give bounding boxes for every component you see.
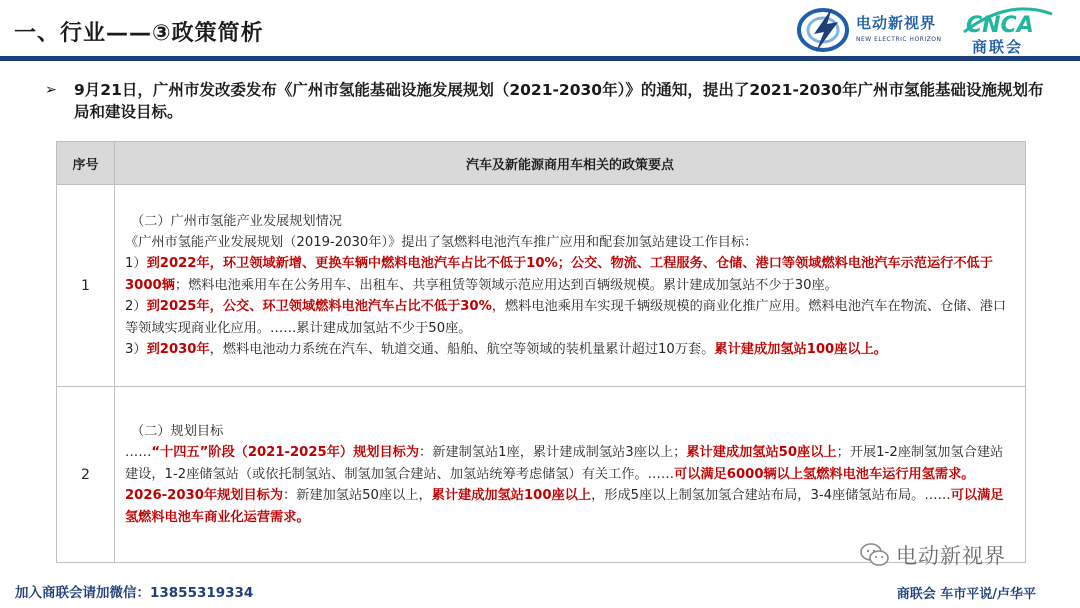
section-heading: （二）规划目标 — [131, 423, 224, 439]
brand-name-en: NEW ELECTRIC HORIZON — [856, 36, 942, 43]
electric-horizon-logo-icon — [796, 4, 854, 54]
table-row — [57, 387, 1026, 563]
header-content: 汽车及新能源商用车相关的政策要点 — [115, 142, 1026, 185]
cnca-name-cn: 商联会 — [972, 38, 1024, 56]
goal-item-3: 3）到2030年，燃料电池动力系统在汽车、轨道交通、船舶、航空等领域的装机量累计超过10万套。累计建成加氢站100座以上。 — [125, 342, 887, 358]
intro-text: 9月21日，广州市发改委发布《广州市氢能基础设施发展规划（2021-2030年）》的通知，提出了2021-2030年广州市氢能基础设施规划布局和建设目标。 — [74, 81, 1044, 121]
goal-item-1: 1）到2022年，环卫领域新增、更换车辆中燃料电池汽车占比不低于10%；公交、物流、工程服务、仓储、港口等领域燃料电池汽车示范运行不低于3000辆；燃料电池乘用车在公务用车、出租车、共享租赁等领域示范应用达到百辆级规模。累计建成加氢站不少于30座。 — [125, 256, 993, 293]
arrow-bullet-icon: ➢ — [45, 82, 57, 98]
header-num: 序号 — [57, 142, 115, 185]
row-number: 1 — [57, 185, 115, 387]
section-heading: （二）广州市氢能产业发展规划情况 — [131, 213, 342, 229]
wechat-account-name: 电动新视界 — [896, 544, 1006, 568]
page-title: 一、行业——③政策简析 — [14, 21, 264, 46]
row-number: 2 — [57, 387, 115, 563]
brand-name-cn: 电动新视界 — [856, 14, 937, 32]
plan-2026-2030: 2026-2030年规划目标为：新建加氢站50座以上，累计建成加氢站100座以上，形成5座以上制氢加氢合建站布局，3-4座储氢站布局。……可以满足氢燃料电池车商业化运营需求。 — [125, 488, 1004, 525]
logo-area — [796, 2, 1066, 56]
title-divider — [0, 56, 1080, 61]
goal-item-2: 2）到2025年，公交、环卫领域燃料电池汽车占比不低于30%，燃料电池乘用车实现千辆级规模的商业化推广应用。燃料电池汽车在物流、仓储、港口等领域实现商业化应用。……累计建成加氢站不少于50座。 — [125, 299, 1007, 336]
policy-table — [56, 141, 1026, 563]
intro-bullet — [46, 79, 1046, 123]
plan-intro: 《广州市氢能产业发展规划（2019-2030年）》提出了氢燃料电池汽车推广应用和配套加氢站建设工作目标： — [125, 234, 758, 250]
footer-credit: 商联会 车市平说/卢华平 — [896, 587, 1036, 602]
cnca-logo-icon — [962, 2, 1054, 36]
wechat-icon — [860, 542, 890, 568]
row-content — [115, 387, 1026, 563]
footer-contact: 加入商联会请加微信：13855319334 — [15, 585, 254, 601]
wechat-watermark — [860, 540, 1006, 570]
table-header-row — [57, 142, 1026, 185]
cnca-logo-text: CNCA — [966, 13, 1034, 36]
row-content — [115, 185, 1026, 387]
table-row — [57, 185, 1026, 387]
plan-14th-five-year: ……“十四五”阶段（2021-2025年）规划目标为：新建制氢站1座，累计建成制氢站3座以上；累计建成加氢站50座以上；开展1-2座制氢加氢合建站建设，1-2座储氢站（或依托制氢站、制氢加氢合建站、加氢站统筹考虑储氢）有关工作。……可以满足6000辆以上氢燃料电池车运行用氢需求。 — [125, 445, 1004, 482]
